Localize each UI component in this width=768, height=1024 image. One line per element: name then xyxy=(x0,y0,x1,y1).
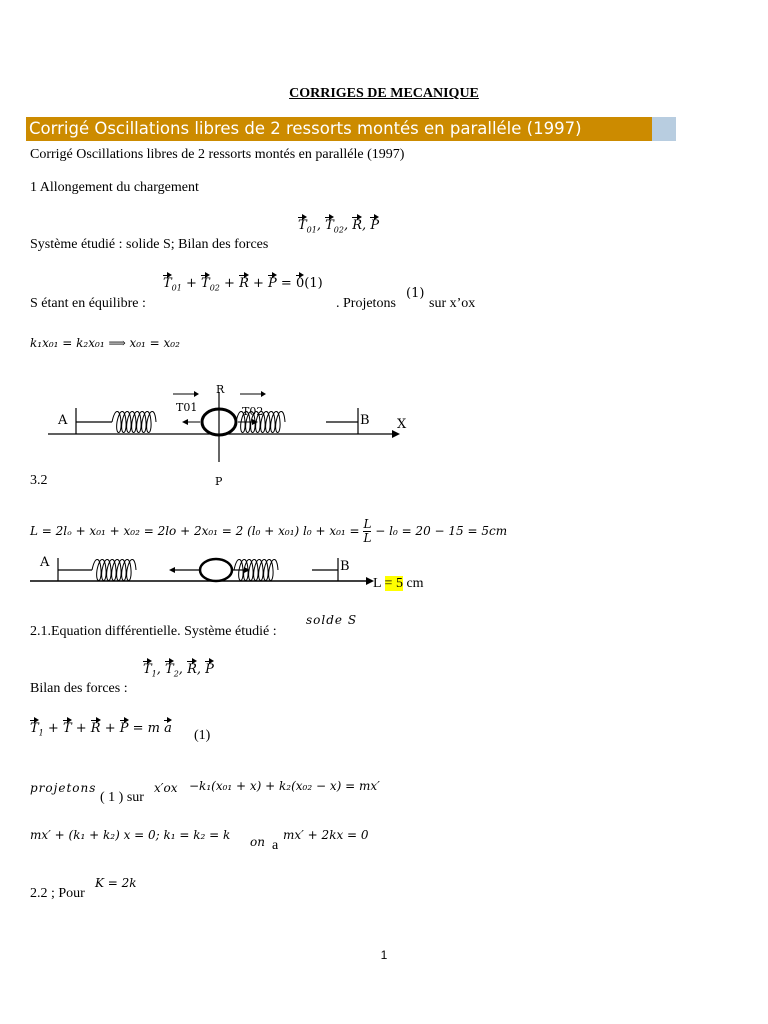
section-2-1: 2.1.Equation différentielle. Système étudié : xyxy=(30,624,277,639)
system-studied-1: Système étudié : solide S; Bilan des forces xyxy=(30,237,269,252)
section-2-2: 2.2 ; Pour xyxy=(30,886,85,901)
equilibrium-equation: $T_{01} + T_{02} + R + P = 0(1)$ xyxy=(163,276,323,293)
label-b: B xyxy=(360,413,370,428)
spring-diagram-2 xyxy=(28,548,378,590)
equation-ref-1: (1) xyxy=(406,286,425,301)
section-1-heading: 1 Allongement du chargement xyxy=(30,180,199,195)
banner-title: Corrigé Oscillations libres de 2 ressorts montés en paralléle (1997) xyxy=(29,119,582,138)
projection-equation: −k₁(x₀₁ + x) + k₂(x₀₂ − x) = mx′ xyxy=(189,779,380,793)
page-number: 1 xyxy=(380,948,388,962)
label-t02: T02 xyxy=(242,405,264,418)
label-a: A xyxy=(58,413,68,428)
newton-ref: (1) xyxy=(194,728,211,743)
projection-ref: ( 1 ) sur xyxy=(100,790,144,805)
subtitle: Corrigé Oscillations libres de 2 ressorts montés en paralléle (1997) xyxy=(30,147,405,162)
forces-list-2: $T_1$, $T_2$, R, P xyxy=(143,662,214,679)
projection-axis-2: x′ox xyxy=(154,781,178,795)
label-b-2: B xyxy=(340,559,350,574)
label-r: R xyxy=(216,383,225,396)
label-a-2: A xyxy=(40,555,50,570)
pour-equation: K = 2k xyxy=(95,876,137,890)
length-equation: L = 2lₒ + x₀₁ + x₀₂ = 2lo + 2x₀₁ = 2 (l₀ + x₀₁) l₀ + x₀₁ = $\frac{L}{L}$ − l₀ = 20 − 15 = 5cm xyxy=(30,517,508,545)
differential-equation: mx′ + (k₁ + k₂) x = 0; k₁ = k₂ = k xyxy=(30,828,231,842)
projetons-label: projetons xyxy=(30,781,97,795)
document-title: CORRIGES DE MECANIQUE xyxy=(289,86,479,101)
spring-equation: k₁x₀₁ = k₂x₀₁ ⟹ x₀₁ = x₀₂ xyxy=(30,336,180,350)
length-highlight: = 5 xyxy=(384,576,403,591)
banner-end-block xyxy=(652,117,676,141)
spring-diagram-1 xyxy=(40,372,420,492)
equilibrium-prefix: S étant en équilibre : xyxy=(30,296,146,311)
label-t01: T01 xyxy=(176,401,198,414)
force-balance-label: Bilan des forces : xyxy=(30,681,128,696)
section-banner xyxy=(26,117,676,141)
projection-axis: sur x’ox xyxy=(429,296,476,311)
label-p: P xyxy=(215,475,223,488)
solid-label: solde S xyxy=(306,613,358,627)
newton-equation: $T_1 + T + R + P = m$ a xyxy=(30,721,172,738)
on-label: on xyxy=(250,835,265,849)
differential-equation-2: mx′ + 2kx = 0 xyxy=(283,828,369,842)
section-3-2: 3.2 xyxy=(30,473,48,488)
equilibrium-suffix: . Projetons xyxy=(336,296,396,311)
label-x: X xyxy=(397,417,407,432)
forces-list-1: $T_{01}$, $T_{02}$, R, P xyxy=(298,218,380,235)
length-result: L = 5 cm xyxy=(373,576,424,591)
a-label: a xyxy=(272,838,279,853)
